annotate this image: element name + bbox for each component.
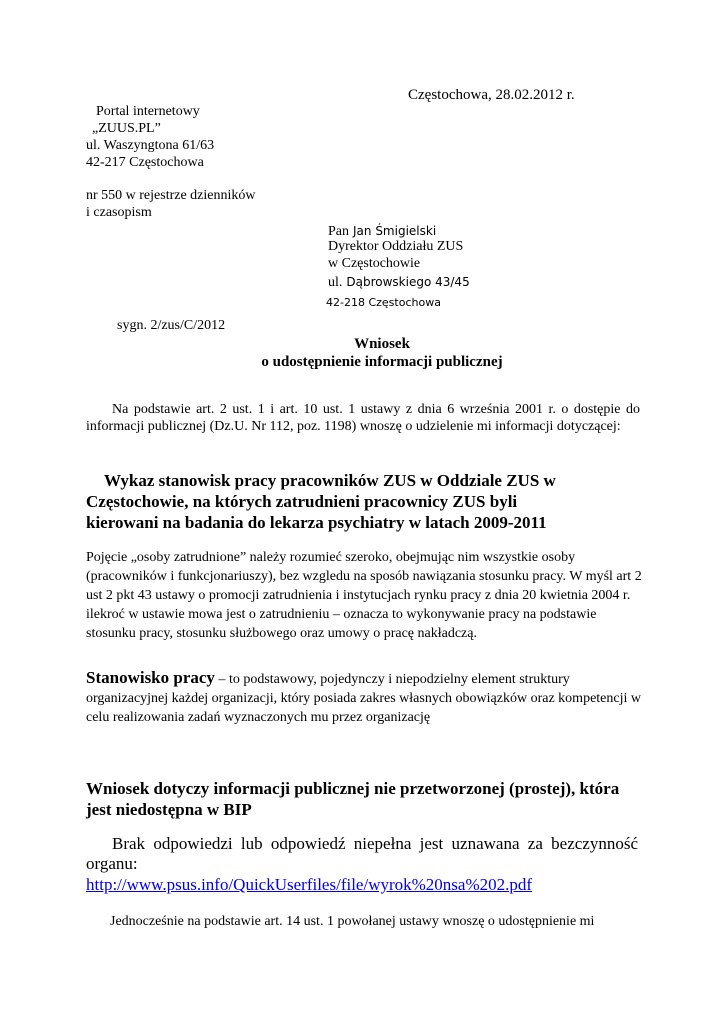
sender-line: „ZUUS.PL” [92, 121, 161, 136]
recipient-prefix: Pan [328, 224, 349, 239]
recipient-name-line [328, 222, 436, 240]
job-position-text: to podstawowy, pojedynczy i niepodzielny element struktury organizacyjnej każdej organizacji, który posiada zakres własnych obowiązków oraz kompetencji w celu realizowania zadań wyznaczonych mu przez organizację [86, 672, 641, 725]
definition-paragraph: Pojęcie „osoby zatrudnione” należy rozumieć szeroko, obejmując nim wszystkie osoby (pracowników i funkcjonariuszy), bez wzgledu na sposób nawiązania stosunku pracy. W myśl art 2 ust 2 pkt 43 ustawy o promocji zatrudnienia i instytucjach rynku pracy z dnia 20 kwietnia 2004 r. ilekroć w ustawie mowa jest o zatrudnieniu – oznacza to wykonywanie pracy na podstawie stosunku pracy, stosunku służbowego oraz umowy o pracę nakładczą. [86, 550, 642, 641]
request-heading: Wykaz stanowisk pracy pracowników ZUS w Oddziale ZUS w Częstochowie, na których zatrudnieni pracownicy ZUS byli kierowani na badania do lekarza psychiatry w latach 2009-2011 [86, 471, 556, 532]
sender-line: 42-217 Częstochowa [86, 155, 204, 170]
term-dash: – [214, 672, 229, 687]
sender-registry: nr 550 w rejestrze dzienników [86, 188, 256, 203]
closing-paragraph: Jednocześnie na podstawie art. 14 ust. 1 powołanej ustawy wnoszę o udostępnienie mi [110, 914, 595, 929]
recipient-street-line [328, 273, 470, 291]
recipient-name: Jan Śmigielski [353, 224, 437, 238]
job-position-term: Stanowisko pracy [86, 668, 215, 687]
recipient-title: Dyrektor Oddziału ZUS [328, 239, 464, 254]
court-ruling-link[interactable]: http://www.psus.info/QuickUserfiles/file/wyrok%20nsa%202.pdf [86, 875, 533, 894]
recipient-street: Dąbrowskiego 43/45 [346, 275, 470, 289]
document-subtitle: o udostępnienie informacji publicznej [261, 354, 503, 370]
reference-number: sygn. 2/zus/C/2012 [117, 318, 226, 333]
job-position-definition [86, 668, 642, 727]
recipient-city: w Częstochowie [328, 256, 421, 271]
sender-line: Portal internetowy [96, 104, 200, 119]
sender-registry: i czasopism [86, 205, 152, 220]
bip-note: Wniosek dotyczy informacji publicznej nie przetworzonej (prostej), która jest niedostępna w BIP [86, 779, 620, 819]
intro-paragraph: Na podstawie art. 2 ust. 1 i art. 10 ust. 1 ustawy z dnia 6 września 2001 r. o dostępie do informacji publicznej (Dz.U. Nr 112, poz. 1198) wnoszę o udzielenie mi informacji dotyczącej: [86, 402, 640, 434]
place-date: Częstochowa, 28.02.2012 r. [408, 87, 575, 103]
document-title: Wniosek [354, 336, 410, 352]
street-prefix: ul. [328, 275, 343, 290]
recipient-postal: 42-218 Częstochowa [326, 296, 441, 309]
sender-line: ul. Waszyngtona 61/63 [86, 138, 215, 153]
inaction-note: Brak odpowiedzi lub odpowiedź niepełna jest uznawana za bezczynność organu: [86, 834, 638, 873]
